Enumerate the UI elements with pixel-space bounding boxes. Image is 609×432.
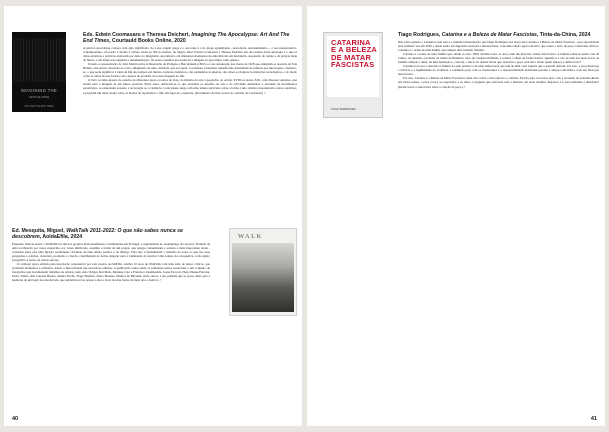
review-walktalk bbox=[12, 228, 210, 408]
review-imagining-the-apocalypse bbox=[83, 32, 297, 212]
page-number: 40 bbox=[12, 416, 19, 422]
cover-wordmark: WALK bbox=[238, 233, 263, 240]
cover-catarina bbox=[323, 32, 383, 118]
cover-artwork bbox=[12, 38, 66, 82]
review-title: Tiago Rodrigues, Catarina e a Beleza de Matar Fascistas, Tinta-da-China, 2024 bbox=[398, 32, 591, 38]
review-paragraph: A palavra Apocalipse começa com algo significado. Se a sua origem grega e o seu reino é a do grego apokálypsis - descoberta, desvendamento -, o uso interpretativo, contemporâneo, evocação é devido à cultura cristã do fim do mundo, de trágico final. Edwin Coomasaru e Theresa Deichert são dos nomes desta antologia e o que as obras artísticas e políticas exploram por meio do imaginário apocalíptico em diferentes momentos de uma história em destruição, suspensão do tempo e da própria ideia de futuro, e em tempos de angústia e desumanização. Os textos reunidos procuram ler a imagem do apocalipse como género. bbox=[83, 46, 297, 63]
review-paragraph: Catarina é o nome de uma família que, desde os anos 1950, decidiu todos os anos, num dia marcado, matar um fascista. A família reúne-se numa casa de campo, no Alentejo, próximo da aldeia de Baleizão, terra de Catarina Eufémia, e celebra o ritual de forma festiva. Quando é a vez de uma das mais novas da família cumprir o ritual, há uma hesitação e, com ela, o início do debate moral que atravessa a peça: será ético matar quem ameaça a democracia? bbox=[398, 52, 599, 65]
review-paragraph: Usando a representação de João Martin sobre A Destruição de Pompeia e Herculanum (1822) e a sua restauração nas cheias de 1928 que atingiram as reservas da Tate Britain, este ensaio relaciona-se com o imaginário de uma catástrofe que se repete. Coomasaru e Deichert reúnem uma pluralidade de leituras que interrogam, cruzando-se, o que pode significar a ideia de fim dos tempos em muitos contextos históricos, das pandemias às guerras, das crises ecológicas às mutações tecnológicas, e do modo como as obras de arte foram e são capazes de produzir as nossas imagens do fim. bbox=[83, 62, 297, 79]
review-paragraph: Não sabia quando o Catarina é que esta é a primeira interpretação que Tiago Rodrigues nos lança em Catarina e a Beleza de Matar Fascistas - peça apresentada pela primeira vez em 2020 e desde então em digressão nacional e internacional, com uma edição agora em livro que reúne o texto da peça e materiais críticos. Catarina é o nome de uma mulher que cumpre uma tradição familiar. bbox=[398, 40, 599, 53]
cover-line3: ART AND THE END TIMES bbox=[24, 105, 54, 108]
cover-photo bbox=[232, 243, 294, 312]
cover-title: CATARINA E A BELEZA DE MATAR FASCISTAS bbox=[331, 38, 378, 69]
review-paragraph: O catálogo agora editado pela associação responsável por este evento, AoldaEfila, celebra 10 anos de WalkTalk com uma série de textos críticos, que revisitam momentos e reflexões, dando a historicidade das sucessivas edições. A publicação reúne ainda os principais textos curatoriais e um conjunto de fotografias que documentam trabalhos de artistas como Ana Vidigal, Rui Melo, Mariana Caló e Francisco Queimadela, Joana Escoval, Nuno Nunes-Ferreira, Pedro Tudela, Rui Calçada Bastos, Sandra Rocha, Tiago Baptista, Paulo Mendes, Mónica de Miranda, entre outros, e isto permite que se possa olhar para a memória de um lugar de uma década, que também nos faz pensar sobre a força de uma forma de fazer arte e festival. // bbox=[12, 262, 210, 283]
right-page bbox=[307, 6, 605, 426]
review-paragraph: Catarina leva-nos a discutir os limites da ação política e de uma democracia que tem de lidar com aqueles que a querem destruir. Por isso, a peça interroga a eficácia e a legitimidade da violência, a tolerância para com os intolerantes e a responsabilidade individual perante a ameaça autoritária, com um final que desconcerta. bbox=[398, 64, 599, 77]
review-paragraph: Enquanto festival anual, o WalkTalk foi um dos projetos mais desafiantes e estimulantes em Portugal, e seguramente no Arquipélago dos Açores. Partindo de uma localização por vezes esquecida, por vezes mitificada, assumiu a forma de um projeto que agrega comunidades e artistas e mais importante ainda - construiu entre eles uma ligação permanente. Partindo de uma leitura poética e de diálogo. Para isso é fundamental o trabalho de todos os que nos seus programas e edições, curadoria, produção e criação, contribuíram de forma singular para a identidade do festival. Uma leitura de retrospetiva, com registo fotográfico e textos de vários autores. bbox=[12, 242, 210, 263]
review-paragraph: Por isso, Catarina e a Beleza de Matar Fascistas é uma obra sobre o desconforto e a dúvida. Escrita para os nossos dias, com a ascensão da extrema-direita em vários países, a peça coloca ao espectador e ao leitor a pergunta que atravessa toda a história: até onde estamos dispostos a ir para defender a liberdade? (Inclui textos e entrevistas sobre a criação da peça.) // bbox=[398, 76, 599, 89]
review-body bbox=[398, 40, 599, 89]
review-title: Ed. Mesquita, Miguel, WalkTalk 2011-2022: O que não sabes nunca se descobrem, AoldaEfila, 2024 bbox=[12, 228, 183, 240]
review-title: Eds. Edwin Coomasaru e Theresa Deichert, Imagining The Apocalypse: Art And The End Times, Courtauld Books Online, 2020 bbox=[83, 32, 290, 44]
cover-author: TIAGO RODRIGUES bbox=[331, 108, 356, 111]
review-catarina bbox=[398, 32, 599, 410]
review-body bbox=[12, 242, 210, 282]
left-page bbox=[4, 6, 302, 426]
review-body bbox=[83, 46, 297, 95]
cover-imagining-the-apocalypse bbox=[12, 32, 66, 112]
review-paragraph: O livro recolhe ensaios de estudos de diferentes áreas e pontos de vista, da história da arte à geografia, do século XVIII ao século XXI, com diversas vertentes, que abrem para a imagem de um futuro possível. Entre estes, destacam-se os que abordam os desafios da arte e do activismo ambiental, a ascensão de movimentos autoritários, as ansiedades sexuais, a tecnologia ou a violência. Cada ensaio surge com uma leitura particular sobre a forma como artistas responderam a estas condições, e propõem um olhar atento sobre os modos de representar o fim, em lugar de o anunciar. (Documento de livre acesso no website da Courtauld.) // bbox=[83, 78, 297, 95]
page-number: 41 bbox=[590, 416, 597, 422]
cover-line2: APOCALYPSE bbox=[28, 95, 50, 99]
cover-line1: IMAGINING THE bbox=[20, 88, 58, 93]
cover-walktalk bbox=[229, 228, 297, 316]
